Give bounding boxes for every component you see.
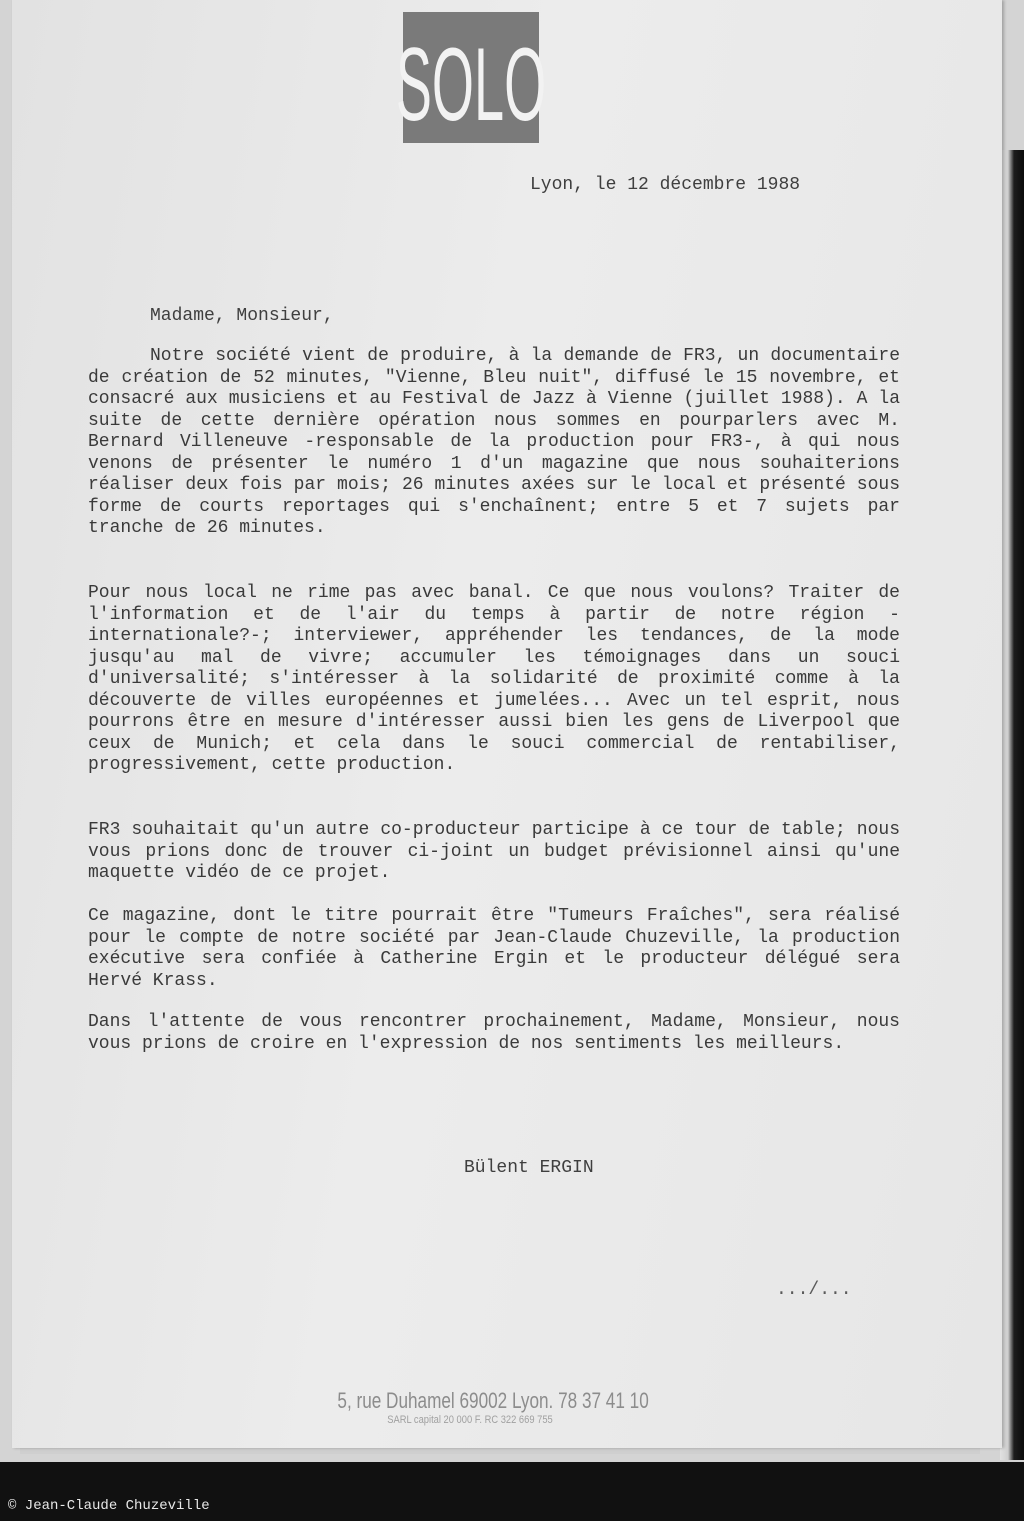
solo-logo (395, 12, 547, 143)
paragraph-2: Pour nous local ne rime pas avec banal. Ce que nous voulons? Traiter de l'information et de l'air du temps à partir de notre région -internationale?-; interviewer, appréhender les tendances, de la mode jusqu'au mal de vivre; accumuler les témoignages dans un souci d'universalité; s'intéresser à la solidarité de proximité comme à la découverte de villes européennes et jumelées... Avec un tel esprit, nous pourrons être en mesure d'intéresser aussi bien les gens de Liverpool que ceux de Munich; et cela dans le souci commercial de rentabiliser, progressivement, cette production. (88, 583, 900, 775)
photo-credit: © Jean-Claude Chuzeville (8, 1498, 210, 1514)
solo-logo-mark (395, 22, 547, 143)
footer-legal: SARL capital 20 000 F. RC 322 669 755 (387, 1414, 553, 1426)
continued-marker: .../... (776, 1280, 852, 1300)
letter-greeting: Madame, Monsieur, (150, 306, 334, 326)
signature: Bülent ERGIN (464, 1158, 594, 1178)
paragraph-5: Dans l'attente de vous rencontrer prochainement, Madame, Monsieur, nous vous prions de croire en l'expression de nos sentiments les meilleurs. (88, 1012, 900, 1054)
footer-address: 5, rue Duhamel 69002 Lyon. 78 37 41 10 (337, 1388, 649, 1413)
paper-stack-edge (1000, 150, 1024, 1460)
paragraph-1: Notre société vient de produire, à la demande de FR3, un documentaire de création de 52 minutes, "Vienne, Bleu nuit", diffusé le 15 novembre, et consacré aux musiciens et au Festival de Jazz à Vienne (juillet 1988). A la suite de cette dernière opération nous sommes en pourparlers avec M. Bernard Villeneuve -responsable de la production pour FR3-, à qui nous venons de présenter le numéro 1 d'un magazine que nous souhaiterions réaliser deux fois par mois; 26 minutes axées sur le local et présenté sous forme de courts reportages qui s'enchaînent; entre 5 et 7 sujets par tranche de 26 minutes. (88, 346, 900, 538)
paragraph-3: FR3 souhaitait qu'un autre co-producteur participe à ce tour de table; nous vous prions donc de trouver ci-joint un budget prévisionnel ainsi qu'une maquette vidéo de ce projet. (88, 820, 900, 883)
logo-text: SOLO (395, 25, 547, 143)
paragraph-4: Ce magazine, dont le titre pourrait être "Tumeurs Fraîches", sera réalisé pour le compte de notre société par Jean-Claude Chuzeville, la production exécutive sera confiée à Catherine Ergin et le producteur délégué sera Hervé Krass. (88, 906, 900, 991)
letter-date: Lyon, le 12 décembre 1988 (530, 175, 801, 195)
